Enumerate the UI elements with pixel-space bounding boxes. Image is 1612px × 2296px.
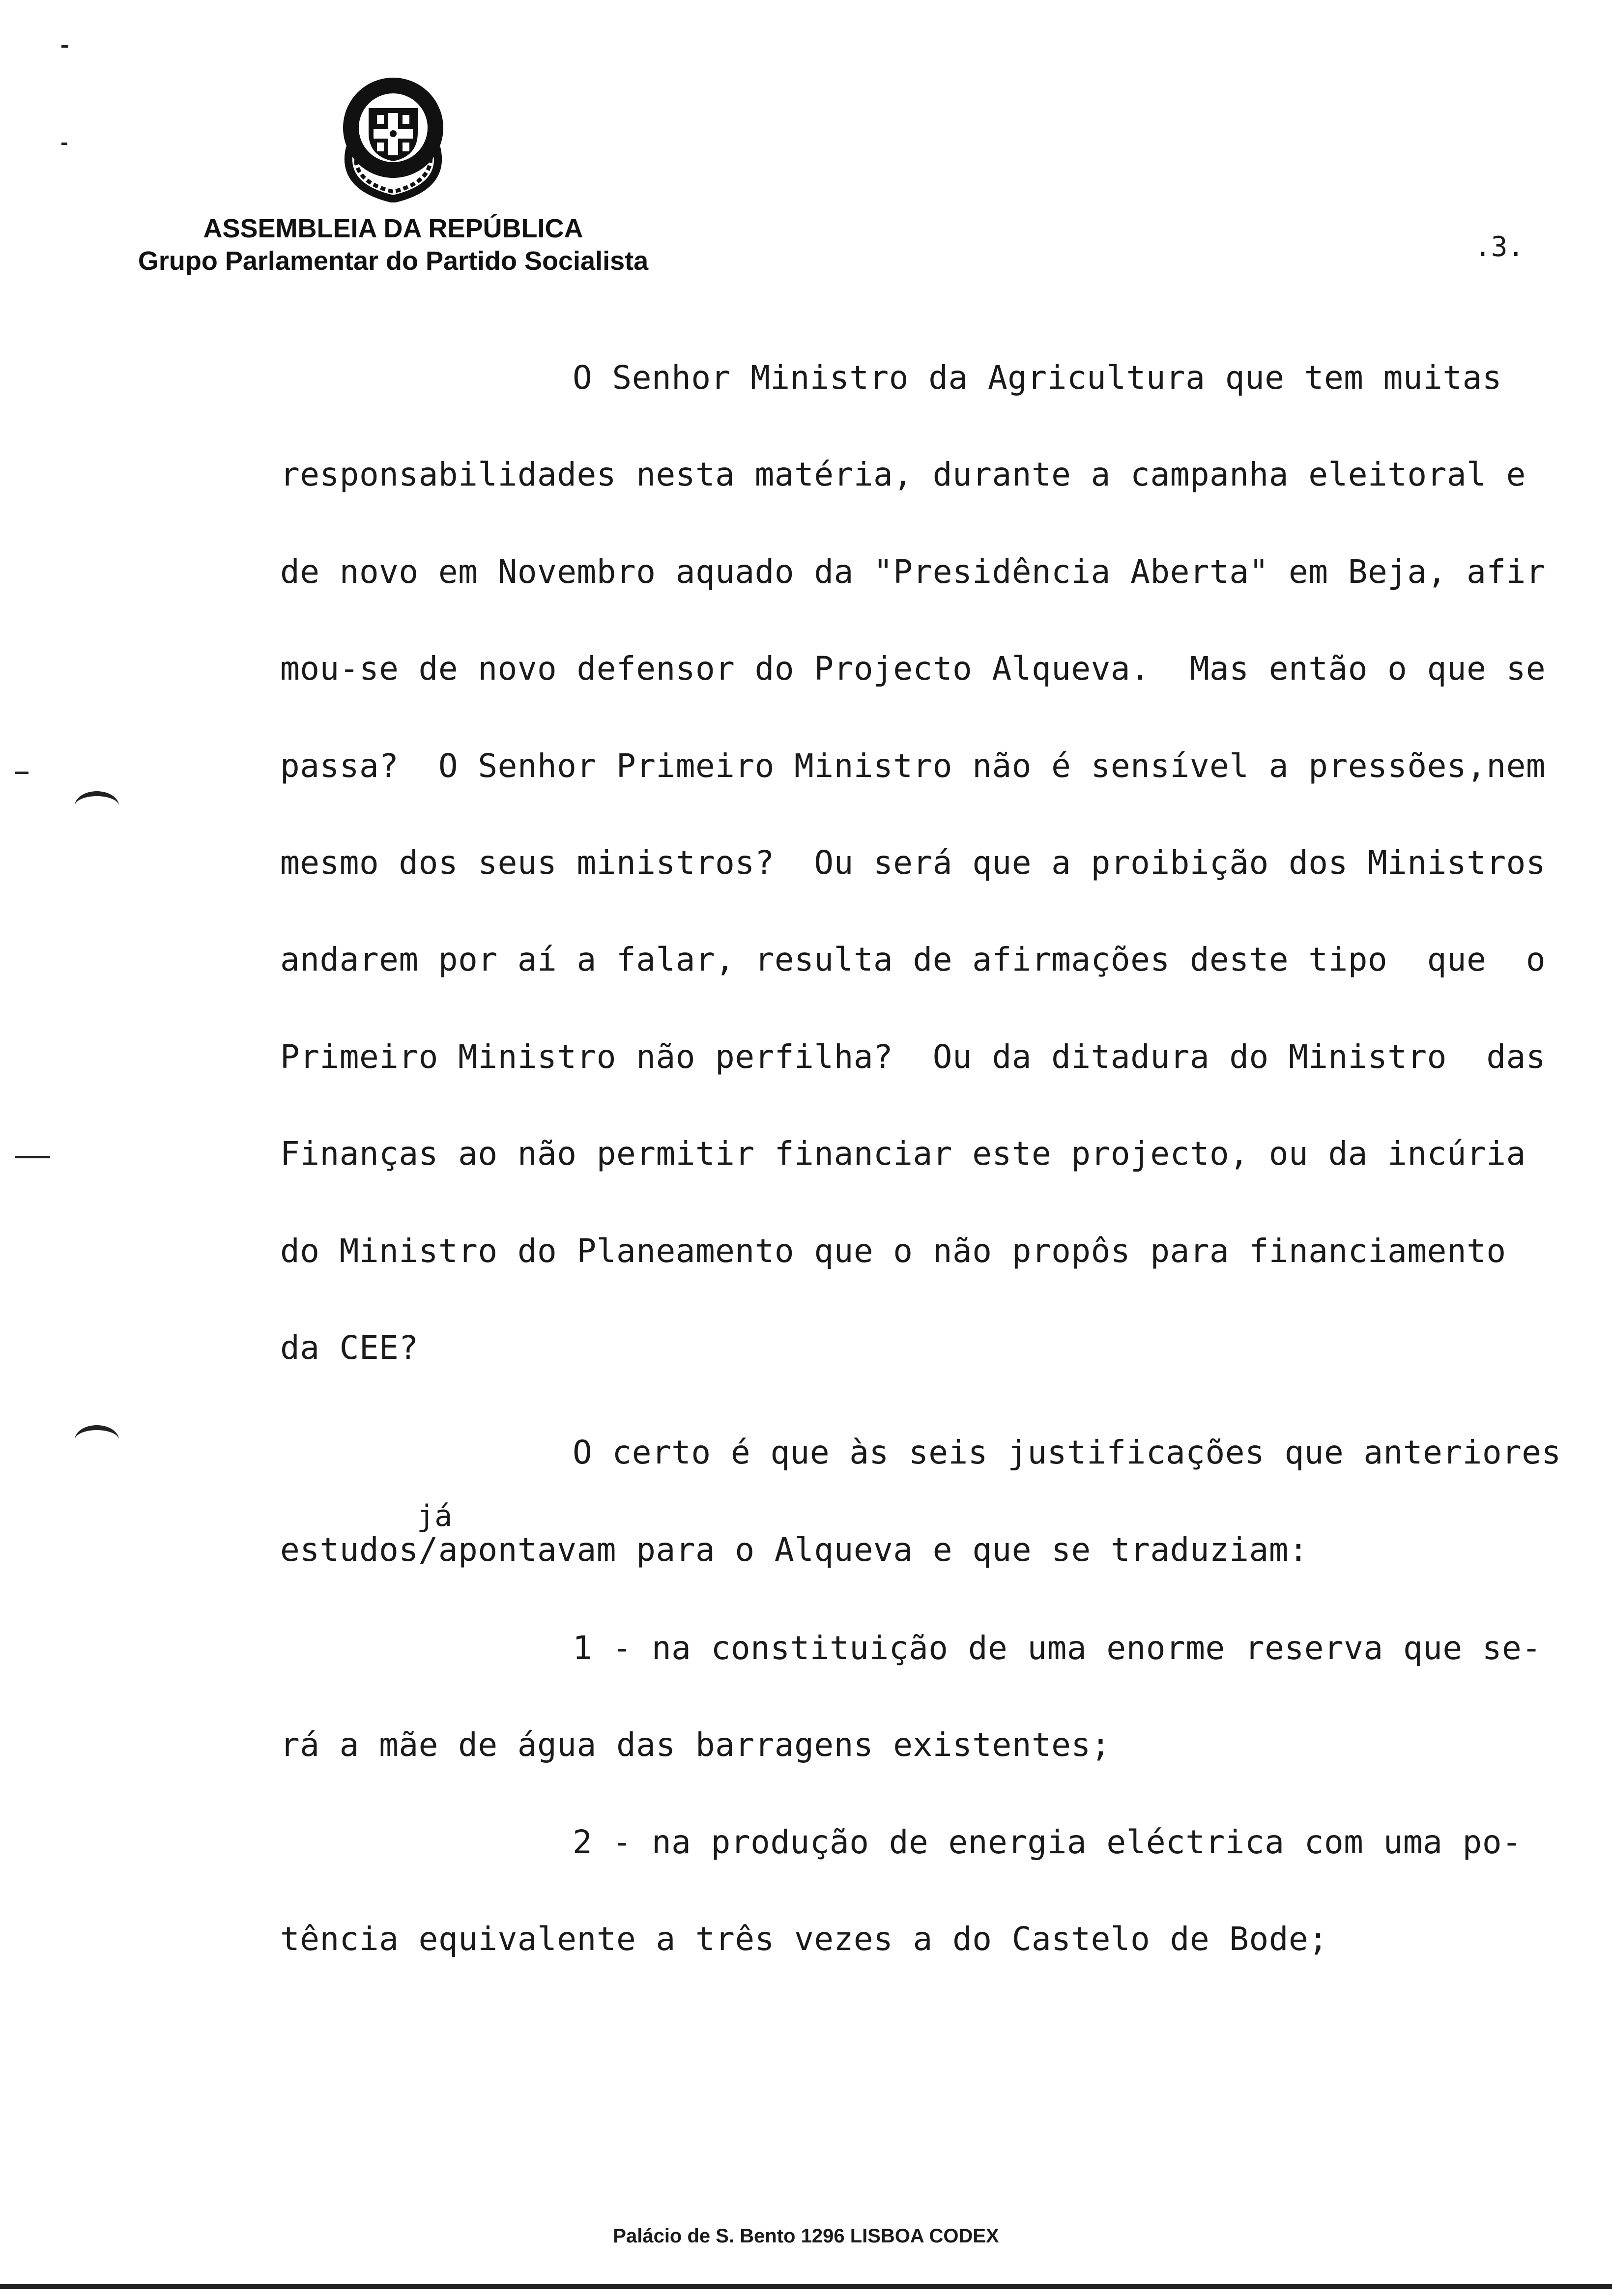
- margin-tick: [15, 772, 29, 774]
- body-line: passa? O Senhor Primeiro Ministro não é sensível a pressões,nem: [280, 747, 1546, 785]
- punch-hole-mark: [75, 791, 119, 821]
- handwritten-insert: já: [417, 1499, 453, 1533]
- body-line: mou-se de novo defensor do Projecto Alqueva. Mas então o que se: [280, 650, 1546, 688]
- organization-name: ASSEMBLEIA DA REPÚBLICA: [203, 214, 583, 243]
- body-line: 2 - na produção de energia eléctrica com uma po-: [573, 1823, 1522, 1861]
- body-line: responsabilidades nesta matéria, durante a campanha eleitoral e: [280, 456, 1526, 493]
- body-line: O certo é que às seis justificações que anteriores: [573, 1434, 1561, 1471]
- punch-hole-mark: [75, 1425, 119, 1455]
- body-line: O Senhor Ministro da Agricultura que tem muitas: [573, 359, 1502, 397]
- page-bottom-rule: [0, 2284, 1612, 2289]
- body-line: 1 - na constituição de uma enorme reserva que se-: [573, 1629, 1542, 1667]
- body-line: rá a mãe de água das barragens existentes;: [280, 1726, 1111, 1764]
- body-line: Primeiro Ministro não perfilha? Ou da ditadura do Ministro das: [280, 1038, 1546, 1076]
- body-line: andarem por aí a falar, resulta de afirmações deste tipo que o: [280, 941, 1546, 978]
- body-line: estudos/apontavam para o Alqueva e que se traduziam:: [280, 1531, 1309, 1569]
- body-line: do Ministro do Planeamento que o não propôs para financiamento: [280, 1232, 1506, 1270]
- body-line: Finanças ao não permitir financiar este projecto, ou da incúria: [280, 1135, 1526, 1173]
- footer-address: Palácio de S. Bento 1296 LISBOA CODEX: [613, 2225, 999, 2247]
- parliamentary-group: Grupo Parlamentar do Partido Socialista: [138, 246, 649, 276]
- body-line: da CEE?: [280, 1329, 419, 1367]
- page-number: .3.: [1474, 231, 1525, 263]
- margin-tick: [61, 143, 67, 145]
- margin-tick: [15, 1156, 50, 1158]
- body-line: de novo em Novembro aquado da "Presidência Aberta" em Beja, afir: [280, 553, 1546, 591]
- coat-of-arms-seal: [330, 74, 456, 202]
- margin-tick: [61, 45, 68, 48]
- organization-header: [113, 212, 673, 277]
- body-line: mesmo dos seus ministros? Ou será que a proibição dos Ministros: [280, 844, 1546, 882]
- body-line: tência equivalente a três vezes a do Castelo de Bode;: [280, 1920, 1328, 1958]
